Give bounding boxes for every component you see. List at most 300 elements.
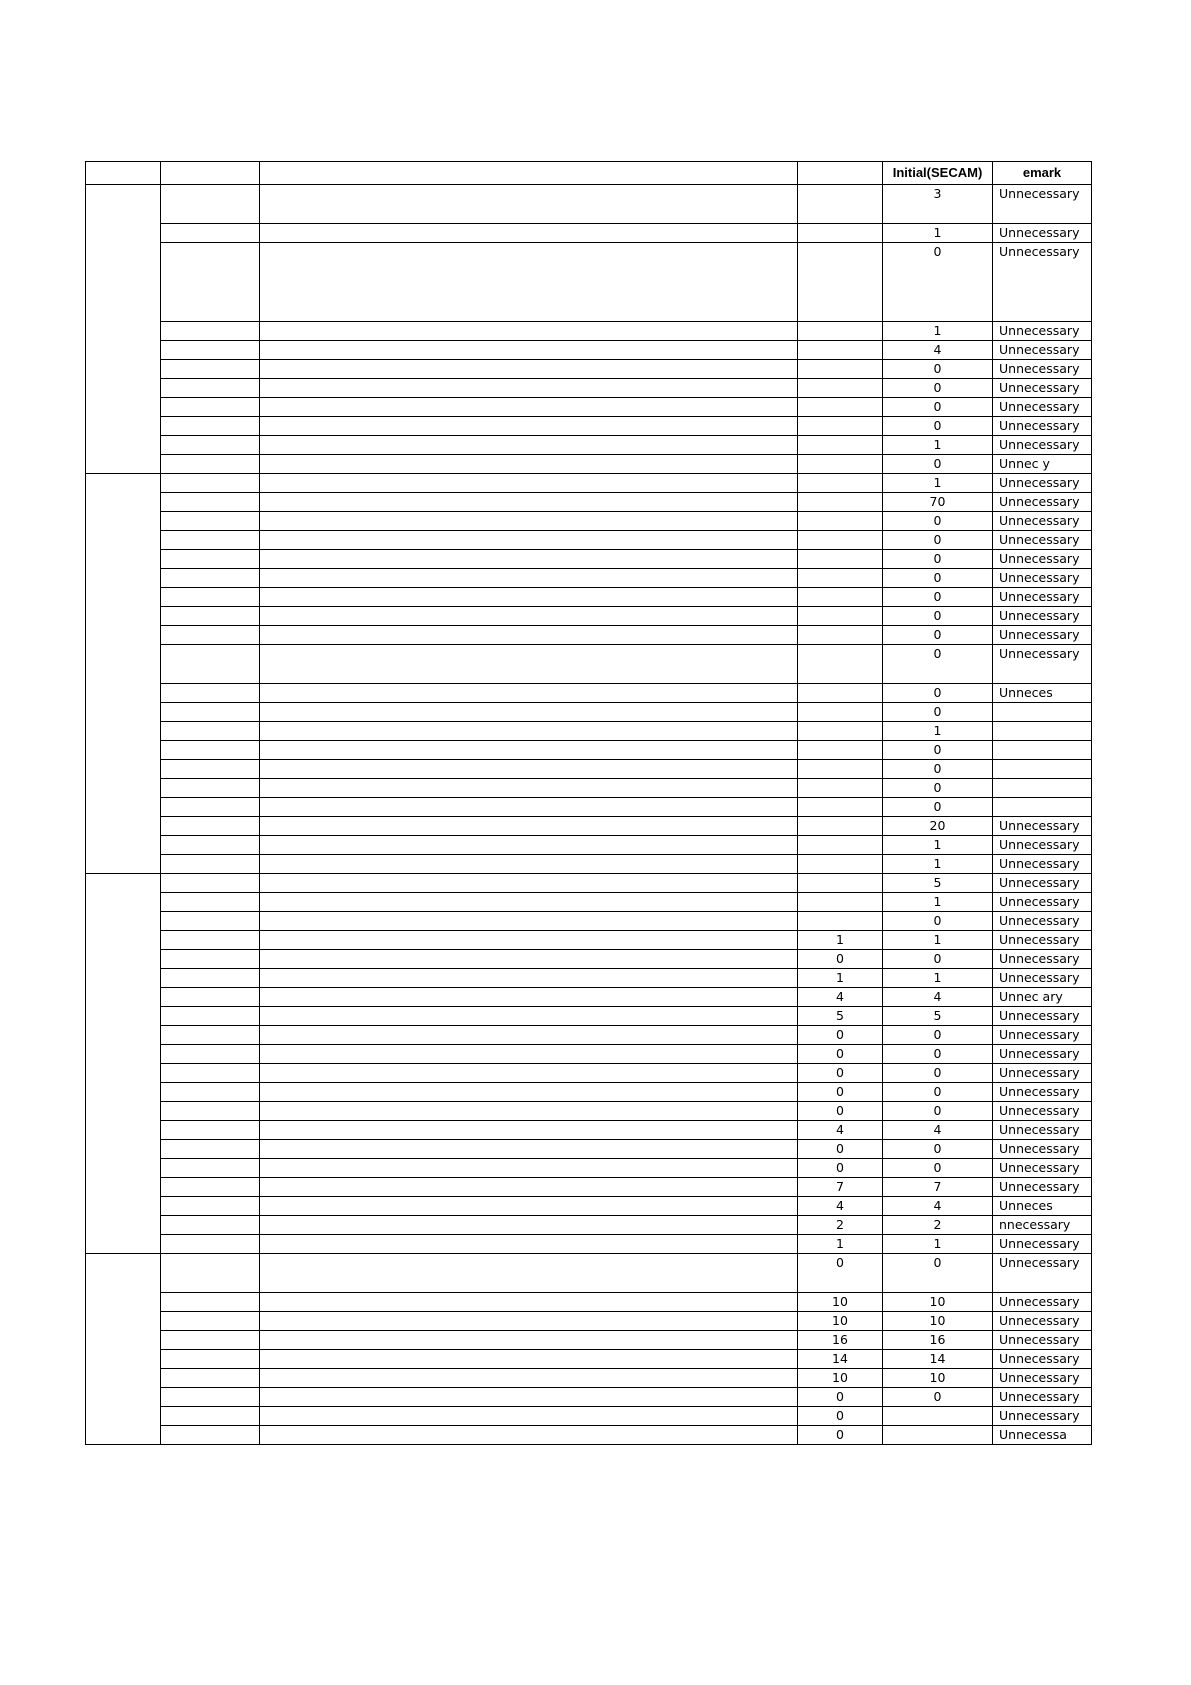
item-cell: [161, 379, 260, 398]
remark-cell: Unnecessary: [993, 1235, 1092, 1254]
remark-cell: Unnecessary: [993, 1064, 1092, 1083]
table-row: [86, 722, 1092, 741]
initial-secam-cell: 4: [883, 1197, 993, 1216]
item-cell: [161, 1388, 260, 1407]
remark-cell: Unnecessary: [993, 1083, 1092, 1102]
table-row: [86, 1426, 1092, 1445]
table-row: [86, 969, 1092, 988]
description-cell: [260, 1426, 798, 1445]
description-cell: [260, 455, 798, 474]
item-cell: [161, 224, 260, 243]
initial-secam-cell: 3: [883, 185, 993, 224]
description-cell: [260, 912, 798, 931]
table-row: [86, 645, 1092, 684]
item-cell: [161, 1331, 260, 1350]
initial-secam-cell: 0: [883, 1140, 993, 1159]
description-cell: [260, 1369, 798, 1388]
table-row: [86, 1064, 1092, 1083]
value-cell: 0: [798, 1045, 883, 1064]
value-cell: [798, 626, 883, 645]
value-cell: [798, 436, 883, 455]
initial-secam-cell: 0: [883, 912, 993, 931]
table-row: [86, 341, 1092, 360]
remark-cell: Unnecessary: [993, 569, 1092, 588]
item-cell: [161, 1254, 260, 1293]
table-row: [86, 912, 1092, 931]
value-cell: 10: [798, 1369, 883, 1388]
item-cell: [161, 360, 260, 379]
remark-cell: Unnecessary: [993, 1007, 1092, 1026]
value-cell: [798, 360, 883, 379]
value-cell: [798, 645, 883, 684]
remark-cell: Unnecessary: [993, 1388, 1092, 1407]
item-cell: [161, 626, 260, 645]
value-cell: [798, 569, 883, 588]
description-cell: [260, 645, 798, 684]
initial-secam-cell: 14: [883, 1350, 993, 1369]
remark-cell: Unnecessary: [993, 836, 1092, 855]
item-cell: [161, 722, 260, 741]
description-cell: [260, 950, 798, 969]
value-cell: [798, 493, 883, 512]
remark-cell: Unnecessary: [993, 1178, 1092, 1197]
table-row: [86, 398, 1092, 417]
header-initial-secam: Initial(SECAM): [883, 162, 993, 185]
value-cell: [798, 607, 883, 626]
value-cell: 0: [798, 1140, 883, 1159]
table-row: [86, 1140, 1092, 1159]
initial-secam-cell: 0: [883, 703, 993, 722]
item-cell: [161, 912, 260, 931]
value-cell: 2: [798, 1216, 883, 1235]
table-row: [86, 1102, 1092, 1121]
remark-cell: Unnecessary: [993, 474, 1092, 493]
description-cell: [260, 1083, 798, 1102]
description-cell: [260, 1293, 798, 1312]
remark-cell: [993, 741, 1092, 760]
value-cell: [798, 379, 883, 398]
initial-secam-cell: 0: [883, 1254, 993, 1293]
description-cell: [260, 684, 798, 703]
remark-cell: Unnecessary: [993, 1254, 1092, 1293]
initial-secam-cell: [883, 1426, 993, 1445]
description-cell: [260, 760, 798, 779]
value-cell: [798, 341, 883, 360]
value-cell: 0: [798, 1159, 883, 1178]
value-cell: [798, 455, 883, 474]
value-cell: [798, 855, 883, 874]
remark-cell: [993, 779, 1092, 798]
value-cell: [798, 722, 883, 741]
table-row: [86, 185, 1092, 224]
description-cell: [260, 626, 798, 645]
remark-cell: Unnecessary: [993, 893, 1092, 912]
value-cell: 7: [798, 1178, 883, 1197]
remark-cell: Unnecessary: [993, 360, 1092, 379]
table-row: [86, 569, 1092, 588]
value-cell: 1: [798, 1235, 883, 1254]
table-row: [86, 512, 1092, 531]
description-cell: [260, 1254, 798, 1293]
initial-secam-cell: 0: [883, 1045, 993, 1064]
table-row: [86, 1331, 1092, 1350]
remark-cell: Unnecessary: [993, 550, 1092, 569]
group-cell: [86, 185, 161, 474]
description-cell: [260, 185, 798, 224]
description-cell: [260, 569, 798, 588]
description-cell: [260, 1235, 798, 1254]
remark-cell: Unnecessary: [993, 1140, 1092, 1159]
initial-secam-cell: 1: [883, 931, 993, 950]
header-value: [798, 162, 883, 185]
initial-secam-cell: 0: [883, 684, 993, 703]
item-cell: [161, 703, 260, 722]
initial-secam-cell: 0: [883, 531, 993, 550]
settings-table: [85, 161, 1092, 1445]
initial-secam-cell: 1: [883, 855, 993, 874]
remark-cell: Unnecessary: [993, 243, 1092, 322]
remark-cell: Unnecessary: [993, 626, 1092, 645]
value-cell: [798, 912, 883, 931]
value-cell: 0: [798, 1102, 883, 1121]
item-cell: [161, 1293, 260, 1312]
item-cell: [161, 185, 260, 224]
item-cell: [161, 836, 260, 855]
remark-cell: Unnecessary: [993, 588, 1092, 607]
table-row: [86, 1407, 1092, 1426]
initial-secam-cell: 0: [883, 1159, 993, 1178]
initial-secam-cell: 0: [883, 360, 993, 379]
initial-secam-cell: 10: [883, 1369, 993, 1388]
description-cell: [260, 931, 798, 950]
table-row: [86, 1312, 1092, 1331]
item-cell: [161, 1369, 260, 1388]
table-row: [86, 379, 1092, 398]
table-row: [86, 855, 1092, 874]
initial-secam-cell: 1: [883, 474, 993, 493]
item-cell: [161, 760, 260, 779]
table-row: [86, 1121, 1092, 1140]
value-cell: [798, 703, 883, 722]
item-cell: [161, 1312, 260, 1331]
description-cell: [260, 1197, 798, 1216]
value-cell: [798, 798, 883, 817]
item-cell: [161, 931, 260, 950]
initial-secam-cell: 5: [883, 1007, 993, 1026]
remark-cell: Unnecessary: [993, 1026, 1092, 1045]
item-cell: [161, 969, 260, 988]
description-cell: [260, 474, 798, 493]
table-header-row: [86, 162, 1092, 185]
remark-cell: Unnecessary: [993, 322, 1092, 341]
remark-cell: Unnecessary: [993, 1312, 1092, 1331]
description-cell: [260, 341, 798, 360]
value-cell: [798, 893, 883, 912]
initial-secam-cell: 0: [883, 1083, 993, 1102]
description-cell: [260, 1312, 798, 1331]
initial-secam-cell: 1: [883, 969, 993, 988]
table-row: [86, 474, 1092, 493]
table-row: [86, 931, 1092, 950]
item-cell: [161, 588, 260, 607]
description-cell: [260, 1140, 798, 1159]
remark-cell: Unnecessary: [993, 1331, 1092, 1350]
table-row: [86, 741, 1092, 760]
initial-secam-cell: 1: [883, 322, 993, 341]
remark-cell: Unnecessary: [993, 969, 1092, 988]
initial-secam-cell: 1: [883, 722, 993, 741]
value-cell: 0: [798, 1388, 883, 1407]
item-cell: [161, 950, 260, 969]
value-cell: [798, 531, 883, 550]
table-row: [86, 417, 1092, 436]
remark-cell: Unnecessary: [993, 1102, 1092, 1121]
remark-cell: [993, 722, 1092, 741]
item-cell: [161, 893, 260, 912]
remark-cell: Unnecessary: [993, 224, 1092, 243]
item-cell: [161, 1007, 260, 1026]
item-cell: [161, 1407, 260, 1426]
table-row: [86, 817, 1092, 836]
initial-secam-cell: 0: [883, 417, 993, 436]
description-cell: [260, 436, 798, 455]
remark-cell: Unnecessary: [993, 855, 1092, 874]
table-row: [86, 893, 1092, 912]
initial-secam-cell: 0: [883, 760, 993, 779]
header-remark: emark: [993, 162, 1092, 185]
item-cell: [161, 1159, 260, 1178]
item-cell: [161, 1140, 260, 1159]
remark-cell: Unnecessary: [993, 874, 1092, 893]
remark-cell: Unnecessary: [993, 1350, 1092, 1369]
initial-secam-cell: 16: [883, 1331, 993, 1350]
description-cell: [260, 1388, 798, 1407]
initial-secam-cell: 70: [883, 493, 993, 512]
remark-cell: Unnecessary: [993, 379, 1092, 398]
initial-secam-cell: 0: [883, 379, 993, 398]
value-cell: [798, 474, 883, 493]
item-cell: [161, 1083, 260, 1102]
remark-cell: Unneces: [993, 1197, 1092, 1216]
initial-secam-cell: 0: [883, 950, 993, 969]
value-cell: 0: [798, 1026, 883, 1045]
description-cell: [260, 855, 798, 874]
initial-secam-cell: 1: [883, 436, 993, 455]
initial-secam-cell: 0: [883, 512, 993, 531]
description-cell: [260, 531, 798, 550]
description-cell: [260, 1159, 798, 1178]
header-item: [161, 162, 260, 185]
description-cell: [260, 1026, 798, 1045]
remark-cell: Unnecessary: [993, 1369, 1092, 1388]
item-cell: [161, 1197, 260, 1216]
remark-cell: Unnecessary: [993, 645, 1092, 684]
description-cell: [260, 607, 798, 626]
group-cell: [86, 874, 161, 1254]
value-cell: 1: [798, 969, 883, 988]
initial-secam-cell: 0: [883, 645, 993, 684]
description-cell: [260, 1045, 798, 1064]
description-cell: [260, 1216, 798, 1235]
table-row: [86, 1197, 1092, 1216]
item-cell: [161, 817, 260, 836]
remark-cell: Unnecessary: [993, 950, 1092, 969]
initial-secam-cell: 1: [883, 893, 993, 912]
table-row: [86, 626, 1092, 645]
value-cell: [798, 322, 883, 341]
value-cell: [798, 760, 883, 779]
description-cell: [260, 1064, 798, 1083]
table-row: [86, 322, 1092, 341]
value-cell: 0: [798, 1064, 883, 1083]
initial-secam-cell: 0: [883, 1064, 993, 1083]
remark-cell: Unnecessary: [993, 531, 1092, 550]
item-cell: [161, 1216, 260, 1235]
remark-cell: Unnecessary: [993, 1045, 1092, 1064]
table-row: [86, 798, 1092, 817]
value-cell: [798, 817, 883, 836]
remark-cell: Unnec y: [993, 455, 1092, 474]
item-cell: [161, 512, 260, 531]
table-row: [86, 874, 1092, 893]
remark-cell: Unnecessa: [993, 1426, 1092, 1445]
value-cell: [798, 417, 883, 436]
remark-cell: Unneces: [993, 684, 1092, 703]
table-row: [86, 779, 1092, 798]
remark-cell: [993, 760, 1092, 779]
remark-cell: Unnecessary: [993, 817, 1092, 836]
value-cell: 16: [798, 1331, 883, 1350]
item-cell: [161, 493, 260, 512]
description-cell: [260, 1121, 798, 1140]
item-cell: [161, 874, 260, 893]
item-cell: [161, 1235, 260, 1254]
description-cell: [260, 893, 798, 912]
table-row: [86, 455, 1092, 474]
initial-secam-cell: 4: [883, 1121, 993, 1140]
initial-secam-cell: 0: [883, 243, 993, 322]
description-cell: [260, 874, 798, 893]
initial-secam-cell: 0: [883, 779, 993, 798]
value-cell: 4: [798, 1121, 883, 1140]
item-cell: [161, 417, 260, 436]
initial-secam-cell: 4: [883, 341, 993, 360]
description-cell: [260, 493, 798, 512]
description-cell: [260, 1007, 798, 1026]
initial-secam-cell: 0: [883, 550, 993, 569]
value-cell: 0: [798, 1254, 883, 1293]
description-cell: [260, 243, 798, 322]
value-cell: [798, 398, 883, 417]
table-row: [86, 1235, 1092, 1254]
initial-secam-cell: 0: [883, 741, 993, 760]
table-row: [86, 950, 1092, 969]
item-cell: [161, 398, 260, 417]
table-row: [86, 1007, 1092, 1026]
item-cell: [161, 607, 260, 626]
value-cell: 0: [798, 950, 883, 969]
item-cell: [161, 531, 260, 550]
item-cell: [161, 341, 260, 360]
table-row: [86, 1369, 1092, 1388]
group-cell: [86, 1254, 161, 1445]
item-cell: [161, 569, 260, 588]
table-row: [86, 588, 1092, 607]
initial-secam-cell: 0: [883, 398, 993, 417]
item-cell: [161, 1102, 260, 1121]
description-cell: [260, 703, 798, 722]
item-cell: [161, 645, 260, 684]
value-cell: [798, 224, 883, 243]
initial-secam-cell: 20: [883, 817, 993, 836]
table-row: [86, 684, 1092, 703]
value-cell: [798, 185, 883, 224]
item-cell: [161, 855, 260, 874]
description-cell: [260, 417, 798, 436]
table-row: [86, 988, 1092, 1007]
value-cell: [798, 836, 883, 855]
table-row: [86, 1350, 1092, 1369]
value-cell: 0: [798, 1426, 883, 1445]
description-cell: [260, 588, 798, 607]
table-row: [86, 1216, 1092, 1235]
table-row: [86, 1254, 1092, 1293]
description-cell: [260, 1350, 798, 1369]
value-cell: 14: [798, 1350, 883, 1369]
table-row: [86, 607, 1092, 626]
description-cell: [260, 398, 798, 417]
description-cell: [260, 836, 798, 855]
description-cell: [260, 741, 798, 760]
table-row: [86, 1026, 1092, 1045]
initial-secam-cell: 1: [883, 836, 993, 855]
remark-cell: Unnecessary: [993, 1121, 1092, 1140]
table-row: [86, 703, 1092, 722]
table-row: [86, 493, 1092, 512]
initial-secam-cell: 5: [883, 874, 993, 893]
item-cell: [161, 455, 260, 474]
description-cell: [260, 988, 798, 1007]
value-cell: 4: [798, 988, 883, 1007]
remark-cell: Unnecessary: [993, 912, 1092, 931]
table-row: [86, 1293, 1092, 1312]
value-cell: 0: [798, 1083, 883, 1102]
remark-cell: Unnecessary: [993, 1407, 1092, 1426]
remark-cell: Unnecessary: [993, 1293, 1092, 1312]
value-cell: 4: [798, 1197, 883, 1216]
item-cell: [161, 474, 260, 493]
description-cell: [260, 1102, 798, 1121]
description-cell: [260, 1178, 798, 1197]
initial-secam-cell: [883, 1407, 993, 1426]
remark-cell: Unnecessary: [993, 512, 1092, 531]
description-cell: [260, 512, 798, 531]
description-cell: [260, 322, 798, 341]
remark-cell: Unnecessary: [993, 493, 1092, 512]
item-cell: [161, 741, 260, 760]
table-row: [86, 1083, 1092, 1102]
value-cell: [798, 779, 883, 798]
remark-cell: Unnecessary: [993, 185, 1092, 224]
table-row: [86, 1045, 1092, 1064]
table-row: [86, 836, 1092, 855]
description-cell: [260, 360, 798, 379]
group-cell: [86, 474, 161, 874]
item-cell: [161, 684, 260, 703]
remark-cell: [993, 703, 1092, 722]
table-row: [86, 1159, 1092, 1178]
initial-secam-cell: 4: [883, 988, 993, 1007]
